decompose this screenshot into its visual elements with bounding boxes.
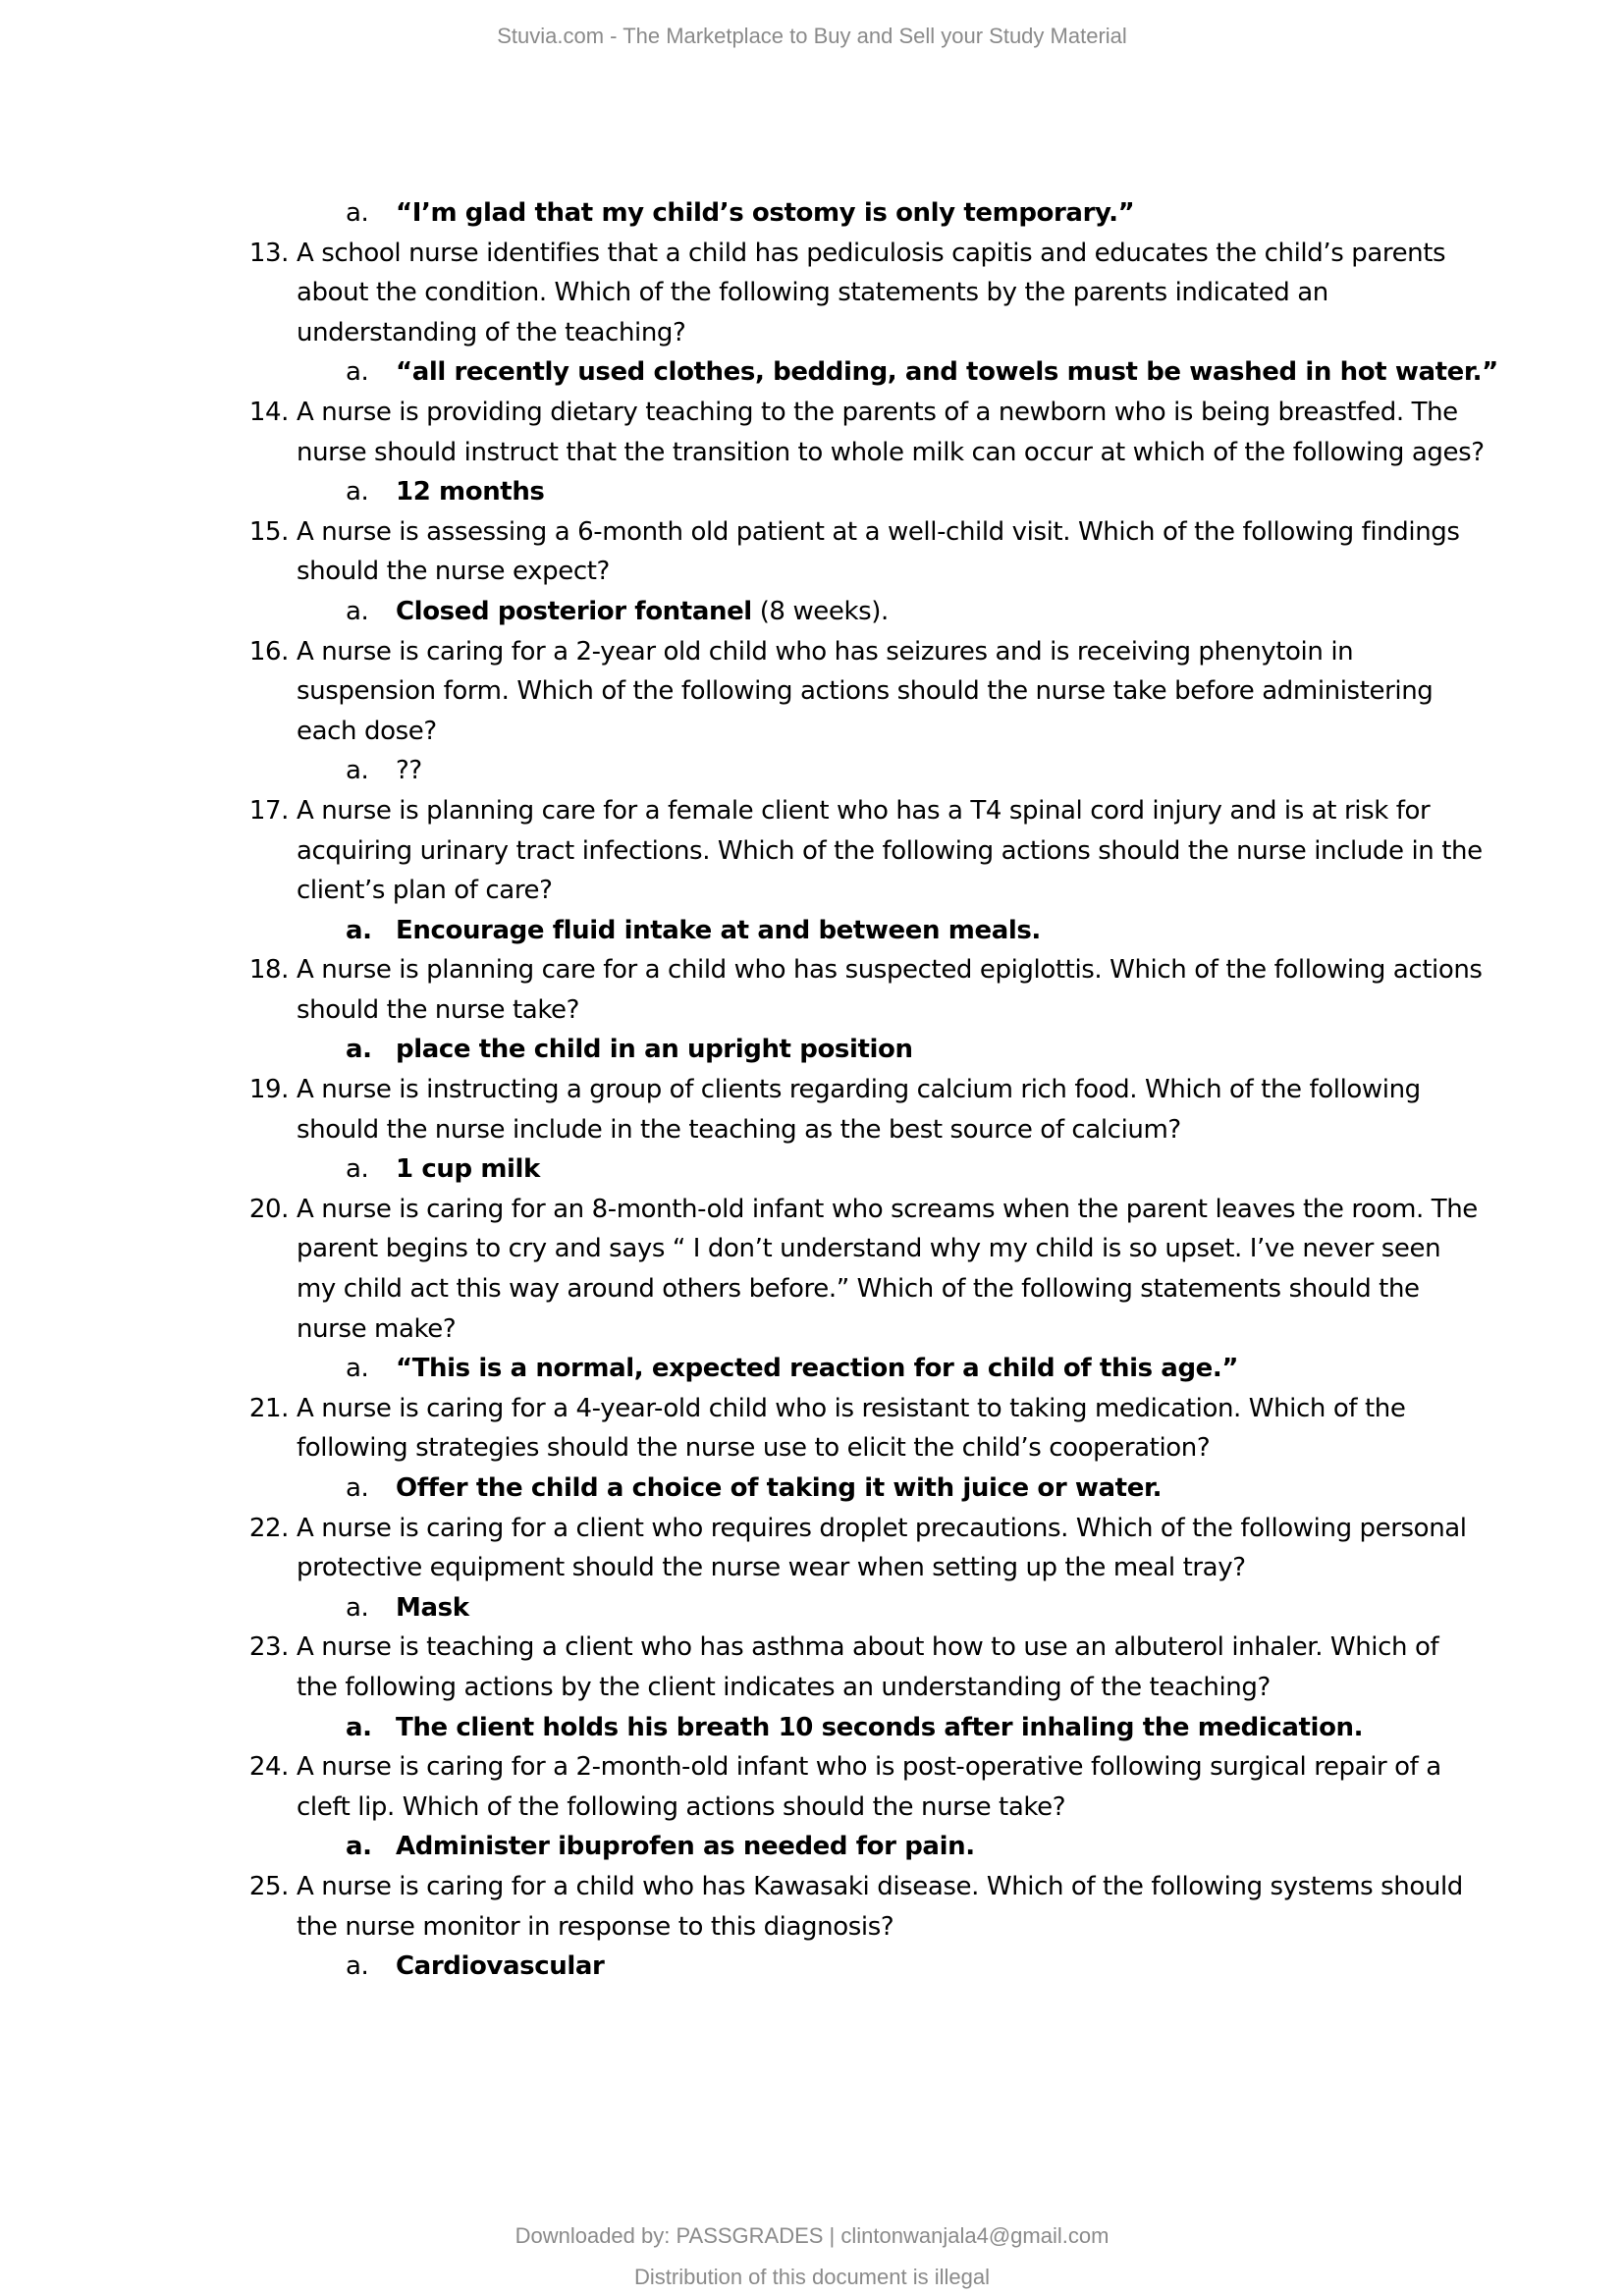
question-item: [0, 1190, 1624, 1349]
answer-item: [0, 1947, 1624, 1987]
question-text: A nurse is assessing a 6-month old patient at a well-child visit. Which of the following findings should the nurse expect?: [297, 516, 1460, 587]
answer-item: [0, 751, 1624, 791]
distribution-notice: Distribution of this document is illegal: [634, 2265, 990, 2289]
question-item: [0, 791, 1624, 911]
answer-text: “I’m glad that my child’s ostomy is only temporary.”: [396, 198, 1135, 228]
question-number: 22.: [248, 1513, 289, 1543]
answer-text: Cardiovascular: [396, 1951, 605, 1982]
answer-item: [0, 592, 1624, 632]
answer-text: Closed posterior fontanel: [396, 596, 752, 626]
question-item: [0, 1389, 1624, 1468]
answer-item: [0, 1588, 1624, 1629]
answer-letter: a.: [346, 596, 369, 626]
answer-letter: a.: [346, 1832, 372, 1862]
question-text: A nurse is planning care for a female client who has a T4 spinal cord injury and is at risk for acquiring urinary tract infections. Which of the following actions should the nurse include in the client’s plan of care?: [297, 795, 1483, 906]
answer-text: The client holds his breath 10 seconds after inhaling the medication.: [396, 1712, 1364, 1742]
answer-letter: a.: [346, 1154, 369, 1185]
download-notice: Downloaded by: PASSGRADES | clintonwanjala4@gmail.com: [514, 2223, 1110, 2248]
answer-text-wrap: [396, 592, 1525, 632]
answer-item: [0, 472, 1624, 512]
question-number: 16.: [248, 636, 289, 667]
question-number: 17.: [248, 795, 289, 826]
answer-text: Offer the child a choice of taking it with juice or water.: [396, 1473, 1163, 1503]
question-item: [0, 1867, 1624, 1947]
question-item: [0, 512, 1624, 592]
answer-item: [0, 1708, 1624, 1748]
answer-text-wrap: [396, 1468, 1525, 1509]
question-number: 23.: [248, 1632, 289, 1663]
question-list: [0, 234, 1624, 1987]
answer-letter: a.: [346, 477, 369, 507]
question-text: A nurse is caring for a client who requires droplet precautions. Which of the following personal protective equipment should the nurse wear when setting up the meal tray?: [297, 1513, 1467, 1583]
question-item: [0, 632, 1624, 752]
answer-item: [0, 1030, 1624, 1070]
answer-text-wrap: [396, 911, 1525, 951]
question-number: 19.: [248, 1075, 289, 1105]
question-text: A nurse is caring for an 8-month-old infant who screams when the parent leaves the room. The parent begins to cry and says “ I don’t understand why my child is so upset. I’ve never seen my child act this way around others before.” Which of the following statements should the nurse make?: [297, 1194, 1478, 1344]
answer-text-wrap: [396, 1947, 1525, 1987]
answer-text-wrap: [396, 352, 1525, 393]
answer-letter: a.: [346, 915, 372, 945]
answer-item: [0, 1468, 1624, 1509]
answer-text: “all recently used clothes, bedding, and towels must be washed in hot water.”: [396, 357, 1498, 388]
answer-text-wrap: [396, 472, 1525, 512]
question-text: A nurse is caring for a child who has Kawasaki disease. Which of the following systems should the nurse monitor in response to this diagnosis?: [297, 1871, 1463, 1942]
answer-letter: a.: [346, 1951, 369, 1982]
question-text: A nurse is caring for a 4-year-old child who is resistant to taking medication. Which of the following strategies should the nurse use to elicit the child’s cooperation?: [297, 1393, 1406, 1464]
document-body: [0, 193, 1624, 1987]
answer-item: [0, 1827, 1624, 1867]
question-text: A nurse is caring for a 2-month-old infant who is post-operative following surgical repair of a cleft lip. Which of the following actions should the nurse take?: [297, 1752, 1441, 1822]
answer-item: [0, 352, 1624, 393]
answer-text-wrap: [396, 1708, 1525, 1748]
answer-letter: a.: [346, 1712, 372, 1742]
question-text: A school nurse identifies that a child has pediculosis capitis and educates the child’s parents about the condition. Which of the following statements by the parents indicated an understanding of the teaching?: [297, 238, 1446, 347]
answer-text: Encourage fluid intake at and between meals.: [396, 915, 1041, 945]
question-number: 13.: [248, 238, 289, 268]
question-item: [0, 1070, 1624, 1149]
answer-text-wrap: [396, 1030, 1525, 1070]
answer-item: [0, 1149, 1624, 1190]
question-item: [0, 950, 1624, 1030]
question-text: A nurse is instructing a group of clients regarding calcium rich food. Which of the following should the nurse include in the teaching as the best source of calcium?: [297, 1075, 1421, 1145]
answer-text: 1 cup milk: [396, 1154, 540, 1185]
answer-text-wrap: [396, 193, 1525, 234]
question-text: A nurse is providing dietary teaching to the parents of a newborn who is being breastfed. The nurse should instruct that the transition to whole milk can occur at which of the following ages?: [297, 397, 1485, 467]
question-number: 24.: [248, 1752, 289, 1783]
answer-item: [0, 1349, 1624, 1389]
question-number: 18.: [248, 955, 289, 986]
answer-text-wrap: [396, 1588, 1525, 1629]
answer-letter: a.: [346, 756, 369, 786]
question-item: [0, 1509, 1624, 1588]
question-number: 14.: [248, 397, 289, 427]
question-text: A nurse is planning care for a child who has suspected epiglottis. Which of the following actions should the nurse take?: [297, 955, 1483, 1025]
answer-letter: a.: [346, 357, 369, 388]
answer-text-wrap: [396, 1349, 1525, 1389]
answer-text-wrap: [396, 1149, 1525, 1190]
question-item: [0, 234, 1624, 353]
question-text: A nurse is caring for a 2-year old child who has seizures and is receiving phenytoin in suspension form. Which of the following actions should the nurse take before administering each dose?: [297, 636, 1434, 746]
answer-letter: a.: [346, 1473, 369, 1503]
question-number: 20.: [248, 1194, 289, 1224]
answer-text-wrap: [396, 751, 1525, 791]
question-text: A nurse is teaching a client who has asthma about how to use an albuterol inhaler. Which of the following actions by the client indicates an understanding of the teaching?: [297, 1632, 1439, 1702]
answer-text: “This is a normal, expected reaction for a child of this age.”: [396, 1354, 1239, 1384]
site-banner: Stuvia.com - The Marketplace to Buy and Sell your Study Material: [497, 24, 1127, 48]
question-number: 15.: [248, 516, 289, 547]
answer-text-wrap: [396, 1827, 1525, 1867]
answer-letter: a.: [346, 1592, 369, 1623]
answer-letter: a.: [346, 198, 369, 228]
question-number: 21.: [248, 1393, 289, 1423]
question-item: [0, 393, 1624, 472]
answer-note: (8 weeks).: [751, 596, 889, 626]
answer-item: [0, 911, 1624, 951]
answer-letter: a.: [346, 1035, 372, 1065]
question-number: 25.: [248, 1871, 289, 1901]
question-item: [0, 1747, 1624, 1827]
answer-text: Administer ibuprofen as needed for pain.: [396, 1832, 975, 1862]
answer-text: 12 months: [396, 477, 545, 507]
answer-text: place the child in an upright position: [396, 1035, 913, 1065]
answer-text: Mask: [396, 1592, 469, 1623]
answer-letter: a.: [346, 1354, 369, 1384]
lead-answer: [0, 193, 1624, 234]
question-item: [0, 1628, 1624, 1707]
answer-text: ??: [396, 756, 422, 786]
